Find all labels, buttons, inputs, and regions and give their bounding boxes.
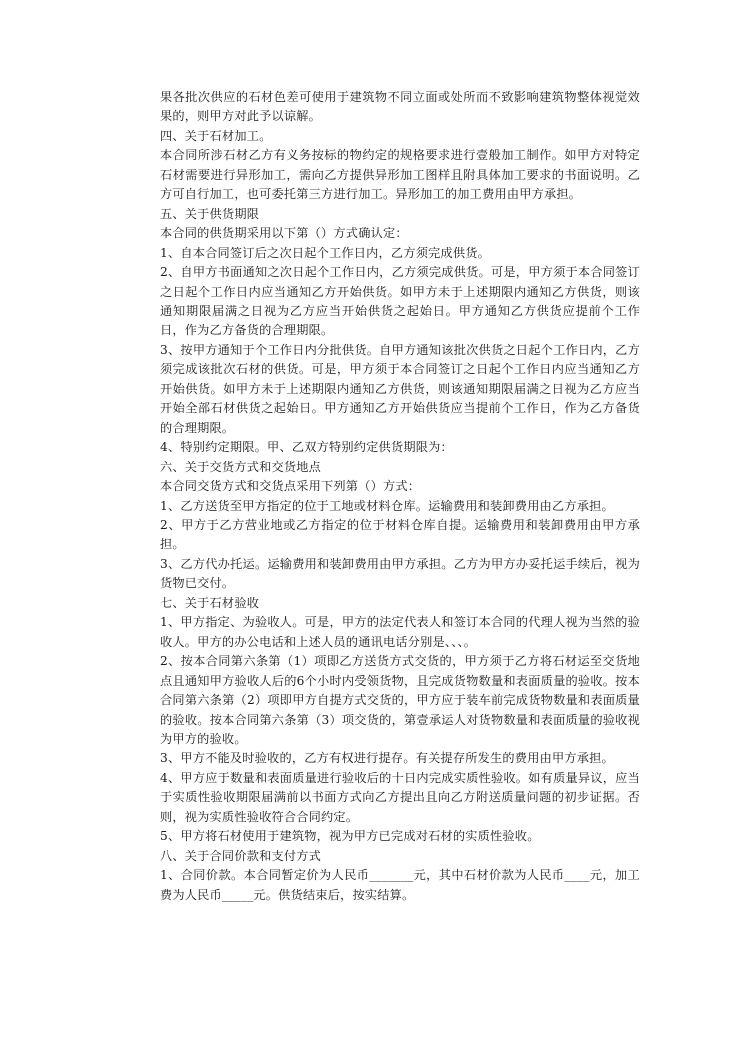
list-item-supply-2: 2、自甲方书面通知之次日起个工作日内，乙方须完成供货。可是，甲方须于本合同签订之日起个工作日内应当通知乙方开始供货。如甲方未于上述期限内通知乙方供货，则该通知期限届满之日视为乙方应当开始供货之起始日。甲方通知乙方供货应提前个工作日，作为乙方备货的合理期限。 — [160, 265, 640, 338]
paragraph-delivery-method: 本合同交货方式和交货点采用下列第（）方式： — [160, 479, 421, 494]
section-heading-supply-period: 五、关于供货期限 — [160, 206, 260, 221]
list-item-inspection-4: 4、甲方应于数量和表面质量进行验收后的十日内完成实质性验收。如有质量异议，应当于实质性验收期限届满前以书面方式向乙方提出且向乙方附送质量问题的初步证据。否则，视为实质性验收符合合同约定。 — [160, 770, 640, 824]
section-heading-inspection: 七、关于石材验收 — [160, 595, 260, 610]
list-item-delivery-2: 2、甲方于乙方营业地或乙方指定的位于材料仓库自提。运输费用和装卸费用由甲方承担。 — [160, 517, 640, 552]
section-heading-price: 八、关于合同价款和支付方式 — [160, 848, 322, 863]
list-item-delivery-1: 1、乙方送货至甲方指定的位于工地或材料仓库。运输费用和装卸费用由乙方承担。 — [160, 498, 614, 513]
paragraph-color-difference: 果各批次供应的石材色差可使用于建筑物不同立面或处所而不致影响建筑物整体视觉效果的，则甲方对此予以谅解。 — [160, 90, 640, 124]
document-body — [160, 88, 640, 905]
list-item-supply-3: 3、按甲方通知于个工作日内分批供货。自甲方通知该批次供货之日起个工作日内，乙方须完成该批次石材的供货。可是，甲方须于本合同签订之日起个工作日内应当通知乙方开始供货。如甲方未于上述期限内通知乙方供货，则该通知期限届满之日视为乙方应当开始全部石材供货之起始日。甲方通知乙方开始供货应当提前个工作日，作为乙方备货的合理期限。 — [160, 342, 640, 435]
list-item-inspection-2: 2、按本合同第六条第（1）项即乙方送货方式交货的，甲方须于乙方将石材运至交货地点且通知甲方验收人后的6个小时内受领货物，且完成货物数量和表面质量的验收。按本合同第六条第（2）项即甲方自提方式交货的，甲方应于装车前完成货物数量和表面质量的验收。按本合同第六条第（3）项交货的，第壹承运人对货物数量和表面质量的验收视为甲方的验收。 — [160, 654, 640, 746]
paragraph-processing: 本合同所涉石材乙方有义务按标的物约定的规格要求进行壹般加工制作。如甲方对特定石材需要进行异形加工，需向乙方提供异形加工图样且附具体加工要求的书面说明。乙方可自行加工，也可委托第三方进行加工。异形加工的加工费用由甲方承担。 — [160, 148, 640, 202]
list-item-supply-1: 1、自本合同签订后之次日起个工作日内，乙方须完成供货。 — [160, 245, 491, 260]
list-item-inspection-5: 5、甲方将石材使用于建筑物，视为甲方已完成对石材的实质性验收。 — [160, 829, 540, 844]
list-item-delivery-3: 3、乙方代办托运。运输费用和装卸费用由甲方承担。乙方为甲方办妥托运手续后，视为货物已交付。 — [160, 556, 640, 591]
list-item-inspection-3: 3、甲方不能及时验收的，乙方有权进行提存。有关提存所发生的费用由甲方承担。 — [160, 751, 614, 766]
list-item-supply-4: 4、特别约定期限。甲、乙双方特别约定供货期限为： — [160, 440, 453, 455]
section-heading-processing: 四、关于石材加工。 — [160, 128, 272, 143]
list-item-price-1: 1、合同价款。本合同暂定价为人民币_______元，其中石材价款为人民币____元，加工费为人民币_____元。供货结束后，按实结算。 — [160, 868, 640, 902]
list-item-inspection-1: 1、甲方指定、为验收人。可是，甲方的法定代表人和签订本合同的代理人视为当然的验收人。甲方的办公电话和上述人员的通讯电话分别是、、、。 — [160, 615, 640, 649]
paragraph-supply-method: 本合同的供货期采用以下第（）方式确认定： — [160, 226, 408, 241]
section-heading-delivery: 六、关于交货方式和交货地点 — [160, 459, 322, 474]
